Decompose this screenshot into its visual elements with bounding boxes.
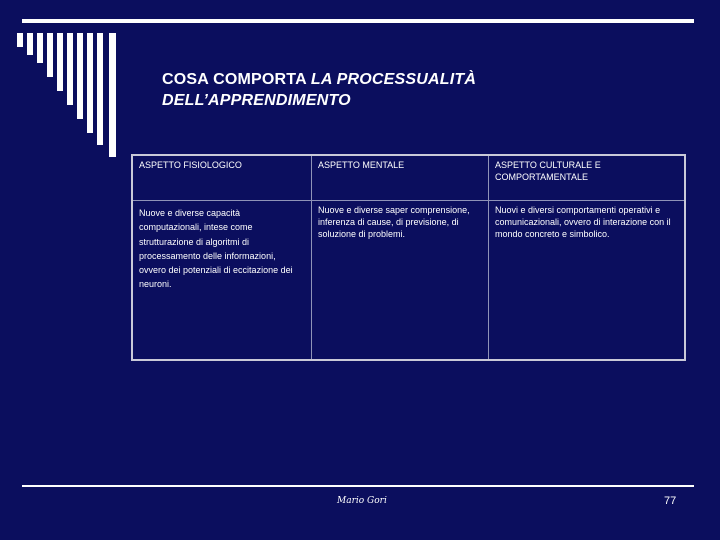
- header-cell-cultural: ASPETTO CULTURALE E COMPORTAMENTALE: [489, 155, 686, 201]
- footer-rule: [22, 485, 694, 487]
- cell-cultural: Nuovi e diversi comportamenti operativi e comunicazionali, ovvero di interazione con il mondo concreto e simbolico.: [489, 201, 686, 361]
- slide-title: [162, 69, 476, 111]
- footer-author: Mario Gori: [337, 496, 387, 506]
- title-italic-1: LA PROCESSUALITÀ: [310, 71, 477, 88]
- header-cell-physiological: ASPETTO FISIOLOGICO: [132, 155, 312, 201]
- page-number: 77: [664, 495, 677, 507]
- cell-physiological: Nuove e diverse capacità computazionali, intese come strutturazione di algoritmi di processamento delle informazioni, ovvero dei potenziali di eccitazione dei neuroni.: [132, 201, 312, 361]
- title-italic-2: DELL’APPRENDIMENTO: [162, 92, 351, 109]
- table-header-row: [132, 155, 685, 201]
- header-cell-mental: ASPETTO MENTALE: [312, 155, 489, 201]
- decorative-stripes: [17, 33, 127, 173]
- cell-mental: Nuove e diverse saper comprensione, inferenza di cause, di previsione, di soluzione di problemi.: [312, 201, 489, 361]
- top-rule: [22, 19, 694, 23]
- aspects-table: [131, 154, 686, 361]
- title-plain: COSA COMPORTA: [162, 71, 311, 88]
- table-row: [132, 201, 685, 361]
